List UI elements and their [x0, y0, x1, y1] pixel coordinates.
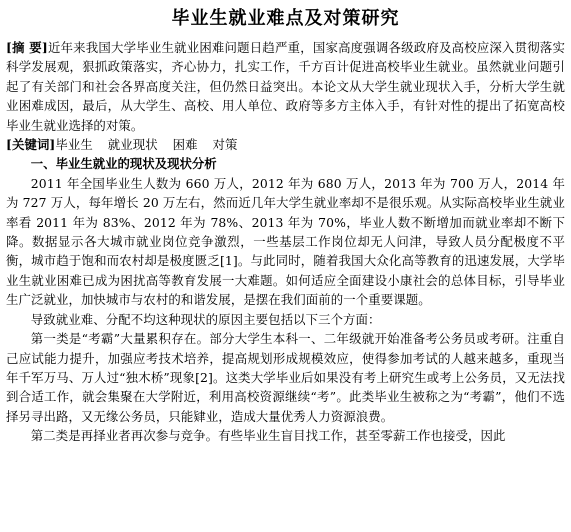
keyword-item: 对策 — [212, 137, 238, 153]
body-paragraph: 第一类是“考霸”大量累积存在。部分大学生本科一、二年级就开始准备考公务员或考研。注重自己应试能力提升，加强应考技术培养，提高规划形成规模效应，使得参加考试的人越来越多，重现当年千军万马、万人过“独木桥”现象[2]。这类大学毕业后如果没有考上研究生或考上公务员，又无法找到合适工作，就会集聚在大学附近，利用高校资源继续“考”。此类毕业生被称之为“考霸”，他们不选择另寻出路，又无缘公务员，只能肄业，造成大量优秀人力资源浪费。 — [6, 331, 565, 424]
abstract-text: 近年来我国大学毕业生就业困难问题日趋严重，国家高度强调各级政府及高校应深入贯彻落实科学发展观，狠抓政策落实，齐心协力，扎实工作，千方百计促进高校毕业生就业。虽然就业问题引起了有关部门和社会各界高度关注，但仍然日益突出。本论文从大学生就业现状入手，分析大学生就业困难成因，最后，从大学生、高校、用人单位、政府等多方主体入手，有针对性的提出了拓宽高校毕业生就业选择的对策。 — [6, 40, 565, 133]
keyword-item: 就业现状 — [107, 137, 158, 153]
abstract — [6, 38, 565, 135]
body-paragraph: 第二类是再择业者再次参与竞争。有些毕业生盲目找工作，甚至零薪工作也接受，因此 — [30, 428, 506, 444]
keyword-item: 毕业生 — [55, 137, 93, 153]
keyword-item: 困难 — [172, 137, 198, 153]
abstract-label: [摘 要] — [6, 40, 48, 55]
body-paragraph: 2011 年全国毕业生人数为 660 万人，2012 年为 680 万人，2013 年为 700 万人，2014 年为 727 万人，每年增长 20 万左右，然而近几年大学生就业率却不是很乐观。从实际高校毕业生就业率看 2011 年为 83%、2012 年为 78%、2013 年为 70%，毕业人数不断增加而就业率却不断下降。数据显示各大城市就业岗位竞争激烈，一些基层工作岗位却无人问津，导致人员分配极度不平衡，城市趋于饱和而农村却是极度匮乏[1]。与此同时，随着我国大众化高等教育的迅速发展，大学毕业生就业困难已成为困扰高等教育发展一大难题。如何适应全面建设小康社会的总体目标，引导毕业生广泛就业，加快城市与农村的和谐发展，是摆在我们面前的一个重要课题。 — [6, 175, 565, 308]
body-paragraph: 导致就业难、分配不均这种现状的原因主要包括以下三个方面： — [30, 311, 381, 327]
paper-title: 毕业生就业难点及对策研究 — [171, 8, 400, 29]
keywords-label: [关键词] — [6, 137, 56, 153]
section-heading: 一、毕业生就业的现状及现状分析 — [30, 156, 217, 172]
keywords — [6, 135, 565, 154]
